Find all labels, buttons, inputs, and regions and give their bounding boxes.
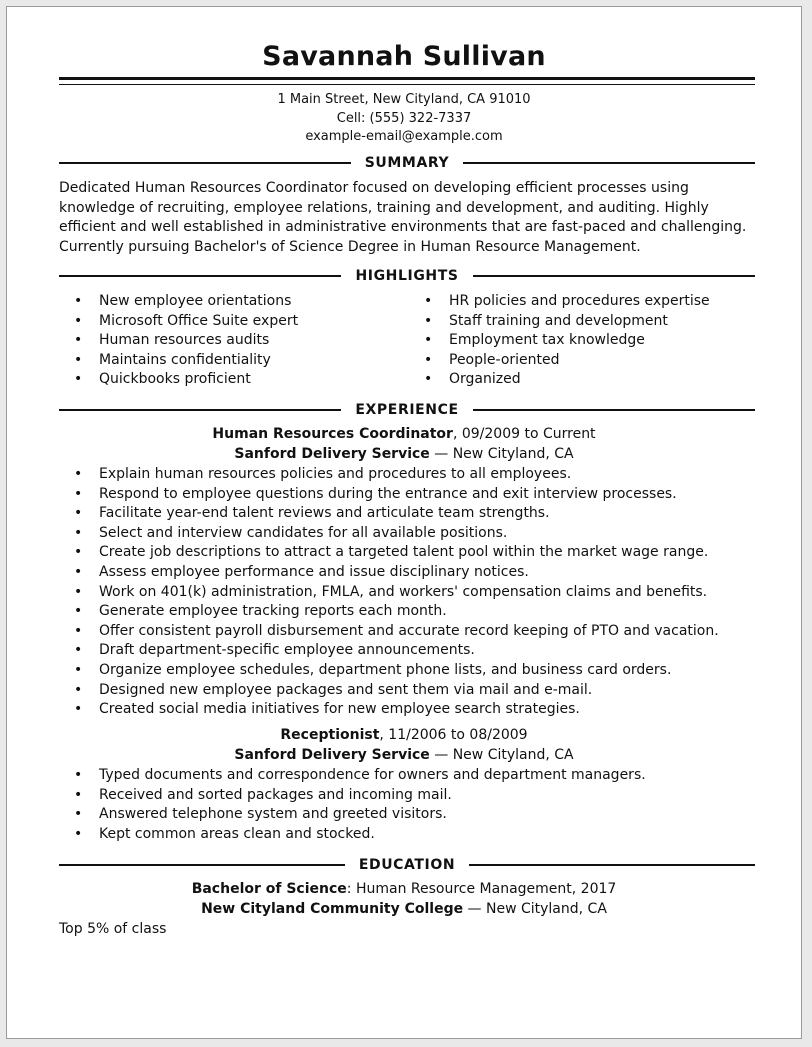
job-location: — New Cityland, CA <box>429 747 574 763</box>
job-duty: • Select and interview candidates for all available positions. <box>59 524 759 544</box>
summary-line: Currently pursuing Bachelor's of Science Degree in Human Resource Management. <box>59 238 641 255</box>
highlight-item: • Staff training and development <box>409 312 759 332</box>
header-rule-thick <box>59 77 755 80</box>
job-duties-list <box>59 465 759 720</box>
job-duty: • Organize employee schedules, department phone lists, and business card orders. <box>59 661 759 681</box>
job-duties-list <box>59 766 759 844</box>
address: 1 Main Street, New Cityland, CA 91010 <box>277 92 531 107</box>
education-heading <box>59 855 755 875</box>
highlight-item: • People-oriented <box>409 351 759 371</box>
job-duty: • Create job descriptions to attract a targeted talent pool within the market wage range. <box>59 543 759 563</box>
job-duty: • Facilitate year-end talent reviews and articulate team strengths. <box>59 504 759 524</box>
summary-rule-right <box>463 162 755 164</box>
summary-title: SUMMARY <box>364 155 450 171</box>
experience-heading <box>59 400 755 420</box>
job-company-line <box>7 746 801 766</box>
email: example-email@example.com <box>305 129 503 144</box>
summary-text <box>59 179 759 257</box>
education-rule-left <box>59 864 345 866</box>
highlight-item: • Microsoft Office Suite expert <box>59 312 399 332</box>
summary-line: knowledge of recruiting, employee relations, training and development, and auditing. Highly <box>59 199 709 216</box>
job-duty: • Offer consistent payroll disbursement and accurate record keeping of PTO and vacation. <box>59 622 759 642</box>
degree-line <box>7 880 801 900</box>
job-duty: • Created social media initiatives for new employee search strategies. <box>59 700 759 720</box>
summary-rule-left <box>59 162 351 164</box>
job-company: Sanford Delivery Service <box>234 747 430 763</box>
job-duty: • Assess employee performance and issue disciplinary notices. <box>59 563 759 583</box>
job-duty: • Draft department-specific employee announcements. <box>59 641 759 661</box>
experience-rule-left <box>59 409 341 411</box>
summary-line: Dedicated Human Resources Coordinator focused on developing efficient processes using <box>59 180 689 196</box>
job-role: Human Resources Coordinator <box>212 426 453 442</box>
highlight-item: • Human resources audits <box>59 331 399 351</box>
job-duty: • Received and sorted packages and incoming mail. <box>59 786 759 806</box>
candidate-name: Savannah Sullivan <box>262 41 546 72</box>
job-duty: • Work on 401(k) administration, FMLA, and workers' compensation claims and benefits. <box>59 583 759 603</box>
highlights-left-list <box>59 292 399 390</box>
school-location: — New Cityland, CA <box>463 901 607 917</box>
job-dates: , 09/2009 to Current <box>452 426 596 442</box>
job-dates: , 11/2006 to 08/2009 <box>379 727 528 743</box>
cell-phone: Cell: (555) 322-7337 <box>336 111 472 126</box>
job-duty: • Generate employee tracking reports each month. <box>59 602 759 622</box>
job-duty: • Explain human resources policies and procedures to all employees. <box>59 465 759 485</box>
header-rule-thin <box>59 84 755 85</box>
job-duty: • Respond to employee questions during the entrance and exit interview processes. <box>59 485 759 505</box>
highlight-item: • Maintains confidentiality <box>59 351 399 371</box>
job-company: Sanford Delivery Service <box>234 446 430 462</box>
highlight-item: • Employment tax knowledge <box>409 331 759 351</box>
school-name: New Cityland Community College <box>201 901 464 917</box>
highlights-title: HIGHLIGHTS <box>355 268 459 284</box>
highlight-item: • Organized <box>409 370 759 390</box>
job-company-line <box>7 445 801 465</box>
degree: Bachelor of Science <box>191 881 347 897</box>
summary-heading <box>59 153 755 173</box>
job-location: — New Cityland, CA <box>429 446 574 462</box>
highlight-item: • New employee orientations <box>59 292 399 312</box>
school-line <box>7 900 801 920</box>
job-duty: • Answered telephone system and greeted visitors. <box>59 805 759 825</box>
highlights-heading <box>59 266 755 286</box>
summary-line: efficient and well established in administrative environments that are fast-paced and challenging. <box>59 219 747 236</box>
degree-field: : Human Resource Management, 2017 <box>346 881 617 897</box>
highlight-item: • Quickbooks proficient <box>59 370 399 390</box>
job-duty: • Designed new employee packages and sent them via mail and e-mail. <box>59 681 759 701</box>
resume-page <box>6 6 802 1039</box>
education-note: Top 5% of class <box>59 921 167 937</box>
education-title: EDUCATION <box>358 857 456 873</box>
highlights-rule-left <box>59 275 341 277</box>
experience-rule-right <box>473 409 755 411</box>
highlights-right-list <box>409 292 759 390</box>
job-role: Receptionist <box>280 727 380 743</box>
job-duty: • Kept common areas clean and stocked. <box>59 825 759 845</box>
education-rule-right <box>469 864 755 866</box>
highlight-item: • HR policies and procedures expertise <box>409 292 759 312</box>
experience-title: EXPERIENCE <box>355 402 459 418</box>
job-duty: • Typed documents and correspondence for owners and department managers. <box>59 766 759 786</box>
job-title-line <box>7 425 801 445</box>
highlights-rule-right <box>473 275 755 277</box>
job-title-line <box>7 726 801 746</box>
